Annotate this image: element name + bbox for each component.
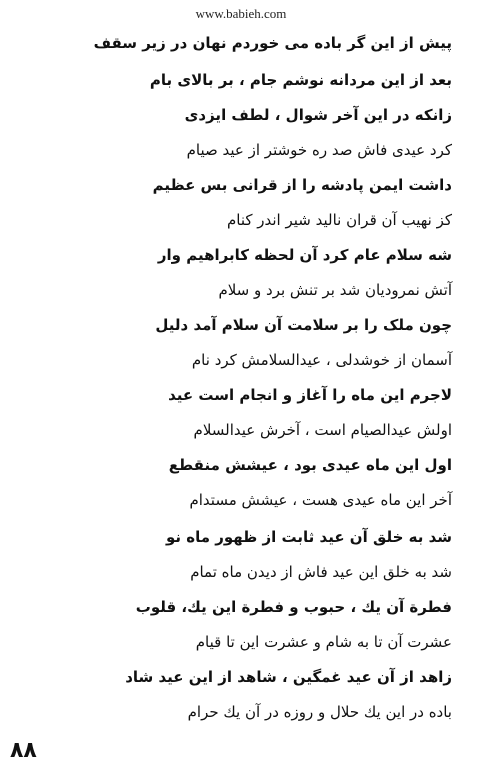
poem-line-13: اول این ماه عیدی بود ، عیشش منقطع: [168, 456, 452, 474]
poem-line-7: شه سلام عام کرد آن لحظه کابراهیم وار: [157, 246, 452, 264]
poem-line-9: چون ملک را بر سلامت آن سلام آمد دلیل: [155, 316, 452, 334]
poem-line-2: بعد از این مردانه نوشم جام ، بر بالای بام: [149, 71, 452, 89]
poem-line-3: زانکه در این آخر شوال ، لطف ایزدی: [184, 106, 452, 124]
page-number: ۸۸: [10, 738, 37, 763]
poem-line-11: لاجرم این ماه را آغاز و انجام است عید: [168, 386, 452, 404]
poem-line-19: زاهد از آن عید غمگین ، شاهد از این عید شاد: [125, 668, 452, 686]
poem-line-20: باده در این یك حلال و روزه در آن یك حرام: [187, 703, 452, 721]
poem-line-14: آخر این ماه عیدی هست ، عیشش مستدام: [189, 491, 452, 509]
poem-line-12: اولش عیدالصیام است ، آخرش عیدالسلام: [193, 421, 452, 439]
poem-line-1: پیش از این گر باده می خوردم نهان در زیر سقف: [93, 34, 452, 52]
website-header: www.babieh.com: [195, 6, 287, 21]
poem-line-6: کز نهیب آن قران نالید شیر اندر کنام: [226, 211, 452, 229]
poem-line-4: کرد عیدی فاش صد ره خوشتر از عید صیام: [186, 141, 452, 159]
poem-line-8: آتش نمرودیان شد بر تنش برد و سلام: [218, 281, 452, 299]
poem-line-5: داشت ایمن پادشه را از قرانی بس عظیم: [152, 176, 452, 194]
poem-line-18: عشرت آن تا به شام و عشرت این تا قیام: [195, 633, 452, 651]
poem-line-16: شد به خلق این عید فاش از دیدن ماه تمام: [190, 563, 452, 581]
poem-line-10: آسمان از خوشدلی ، عیدالسلامش کرد نام: [191, 351, 452, 369]
poem-line-17: فطرة آن یك ، حبوب و فطرة این یك، قلوب: [135, 598, 452, 616]
poem-line-15: شد به خلق آن عید ثابت از ظهور ماه نو: [165, 528, 452, 546]
